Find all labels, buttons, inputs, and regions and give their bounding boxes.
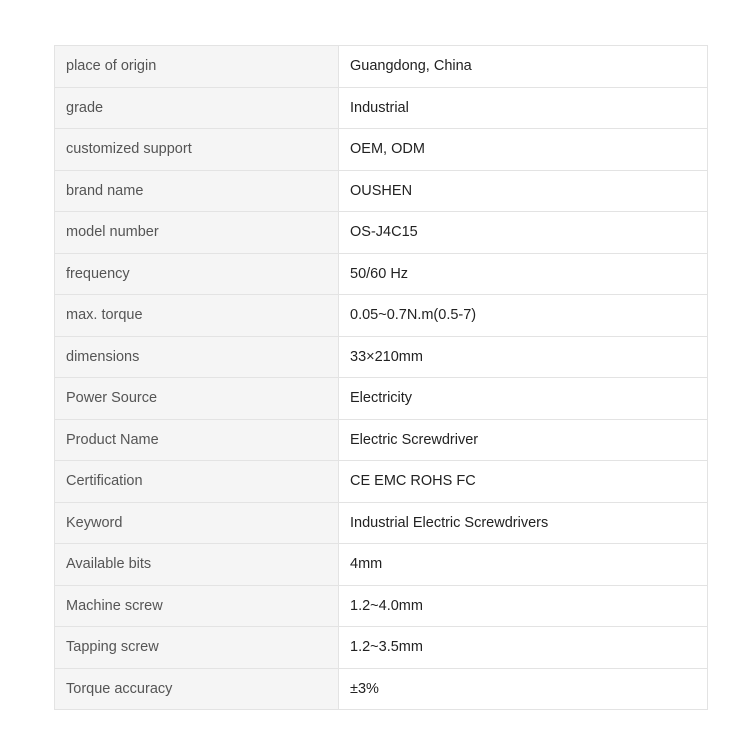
spec-value: OEM, ODM (339, 129, 708, 171)
spec-value: 1.2~3.5mm (339, 627, 708, 669)
spec-label: Tapping screw (55, 627, 339, 669)
spec-value: OUSHEN (339, 170, 708, 212)
spec-value: OS-J4C15 (339, 212, 708, 254)
spec-value: Industrial Electric Screwdrivers (339, 502, 708, 544)
spec-table (54, 45, 708, 710)
table-row (55, 87, 708, 129)
spec-label: Available bits (55, 544, 339, 586)
table-row (55, 212, 708, 254)
table-row (55, 502, 708, 544)
table-row (55, 668, 708, 710)
spec-label: Power Source (55, 378, 339, 420)
table-row (55, 170, 708, 212)
spec-label: grade (55, 87, 339, 129)
table-row (55, 295, 708, 337)
spec-label: customized support (55, 129, 339, 171)
spec-label: place of origin (55, 46, 339, 88)
spec-label: Keyword (55, 502, 339, 544)
spec-value: 33×210mm (339, 336, 708, 378)
spec-value: Electricity (339, 378, 708, 420)
table-row (55, 336, 708, 378)
table-row (55, 627, 708, 669)
spec-value: 4mm (339, 544, 708, 586)
spec-label: Product Name (55, 419, 339, 461)
spec-value: Guangdong, China (339, 46, 708, 88)
table-row (55, 46, 708, 88)
spec-label: brand name (55, 170, 339, 212)
spec-value: 1.2~4.0mm (339, 585, 708, 627)
table-row (55, 253, 708, 295)
spec-value: 50/60 Hz (339, 253, 708, 295)
spec-label: Certification (55, 461, 339, 503)
spec-label: dimensions (55, 336, 339, 378)
spec-value: 0.05~0.7N.m(0.5-7) (339, 295, 708, 337)
spec-value: CE EMC ROHS FC (339, 461, 708, 503)
table-row (55, 378, 708, 420)
spec-value: Industrial (339, 87, 708, 129)
table-row (55, 129, 708, 171)
spec-label: Torque accuracy (55, 668, 339, 710)
spec-label: frequency (55, 253, 339, 295)
spec-label: max. torque (55, 295, 339, 337)
spec-value: ±3% (339, 668, 708, 710)
table-row (55, 419, 708, 461)
table-row (55, 544, 708, 586)
table-row (55, 461, 708, 503)
table-row (55, 585, 708, 627)
spec-label: model number (55, 212, 339, 254)
spec-label: Machine screw (55, 585, 339, 627)
spec-value: Electric Screwdriver (339, 419, 708, 461)
